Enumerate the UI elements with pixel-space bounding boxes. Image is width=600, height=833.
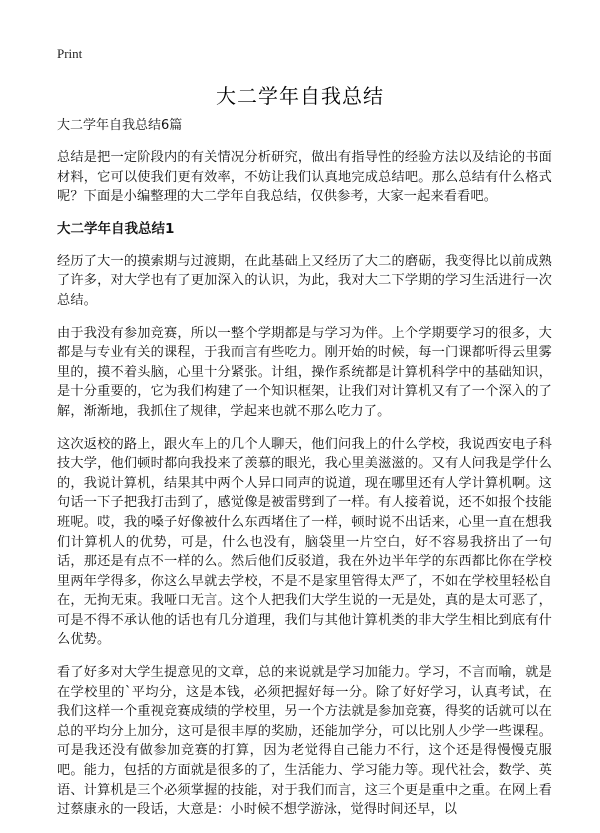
page-title: 大二学年自我总结 [216,84,384,108]
section-heading: 大二学年自我总结1 [57,220,175,237]
body-paragraph: 由于我没有参加竞赛，所以一整个学期都是与学习为伴。上个学期要学习的很多，大都是与专业有关的课程，于我而言有些吃力。刚开始的时候，每一门课都听得云里雾里的，摸不着头脑，心里十分紧张。计组，操作系统都是计算机科学中的基础知识，是十分重要的，它为我们构建了一个知识框架，让我们对计算机又有了一个深入的了解，渐渐地，我抓住了规律，学起来也就不那么吃力了。 [57,325,552,419]
print-link[interactable]: Print [57,46,83,61]
document-subtitle: 大二学年自我总结6篇 [57,118,183,133]
body-paragraph: 这次返校的路上，跟火车上的几个人聊天，他们问我上的什么学校，我说西安电子科技大学，他们顿时都向我投来了羡慕的眼光，我心里美滋滋的。又有人问我是学什么的，我说计算机，结果其中两个人异口同声的说道，现在哪里还有人学计算机啊。这句话一下子把我打击到了，感觉像是被雷劈到了一样。有人接着说，还不如报个技能班呢。哎，我的嗓子好像被什么东西堵住了一样，顿时说不出话来，心里一直在想我们计算机人的优势，可是，什么也没有，脑袋里一片空白，好不容易我挤出了一句话，那还是有点不一样的么。然后他们反驳道，我在外边半年学的东西都比你在学校里两年学得多，你这么早就去学校，不是不是家里管得太严了，不如在学校里轻松自在，无拘无束。我哑口无言。这个人把我们大学生说的一无是处，真的是太可恶了，可是不得不承认他的话也有几分道理，我们与其他计算机类的非大学生相比到底有什么优势。 [57,436,552,648]
body-paragraph: 看了好多对大学生提意见的文章，总的来说就是学习加能力。学习，不言而喻，就是在学校里的`平均分，这是本钱，必须把握好每一分。除了好好学习，认真考试，在我们这样一个重视竞赛成绩的学校里，另一个方法就是参加竞赛，得奖的话就可以在总的平均分上加分，这可是很丰厚的奖励，还能加学分，可以比别人少学一些课程。可是我还没有做参加竞赛的打算，因为老觉得自己能力不行，这个还是得慢慢克服吧。能力，包括的方面就是很多的了，生活能力、学习能力等。现代社会，数学、英语、计算机是三个必须掌握的技能，对于我们而言，这三个更是重中之重。在网上看过蔡康永的一段话，大意是：小时候不想学游泳，觉得时间还早，以 [57,665,552,818]
intro-paragraph: 总结是把一定阶段内的有关情况分析研究，做出有指导性的经验方法以及结论的书面材料，它可以使我们更有效率，不妨让我们认真地完成总结吧。那么总结有什么格式呢？下面是小编整理的大二学年自我总结，仅供参考，大家一起来看看吧。 [57,150,552,205]
body-paragraph: 经历了大一的摸索期与过渡期，在此基础上又经历了大二的磨砺，我变得比以前成熟了许多，对大学也有了更加深入的认识，为此，我对大二下学期的学习生活进行一次总结。 [57,253,552,308]
document-body [57,117,552,833]
